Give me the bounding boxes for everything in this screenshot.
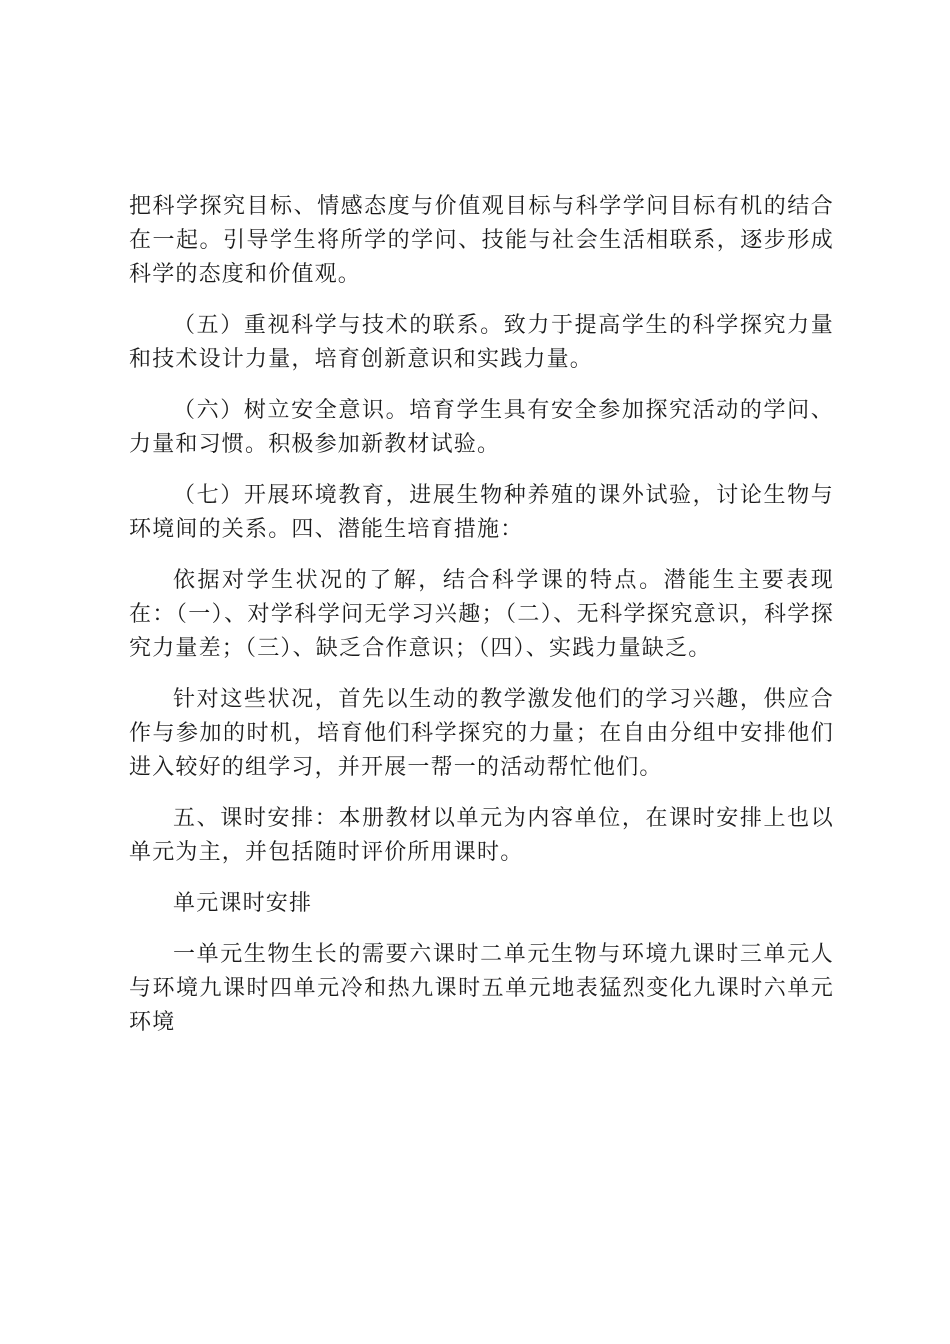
paragraph-schedule: 五、课时安排：本册教材以单元为内容单位，在课时安排上也以单元为主，并包括随时评价所用课时。 [129, 806, 834, 865]
paragraph-item-seven: （七）开展环境教育，进展生物种养殖的课外试验，讨论生物与环境间的关系。四、潜能生培育措施： [129, 483, 834, 542]
paragraph-struggling-students: 依据对学生状况的了解，结合科学课的特点。潜能生主要表现在：（一）、对学科学问无学习兴趣；（二）、无科学探究意识，科学探究力量差；（三）、缺乏合作意识；（四）、实践力量缺乏。 [129, 568, 834, 661]
paragraph-unit-schedule-list: 一单元生物生长的需要六课时二单元生物与环境九课时三单元人与环境九课时四单元冷和热九课时五单元地表猛烈变化九课时六单元环境 [129, 942, 834, 1035]
paragraph-objectives-continued: 把科学探究目标、情感态度与价值观目标与科学学问目标有机的结合在一起。引导学生将所学的学问、技能与社会生活相联系，逐步形成科学的态度和价值观。 [129, 194, 834, 287]
document-body [129, 190, 834, 1057]
paragraph-measures: 针对这些状况，首先以生动的教学激发他们的学习兴趣，供应合作与参加的时机，培育他们科学探究的力量；在自由分组中安排他们进入较好的组学习，并开展一帮一的活动帮忙他们。 [129, 687, 834, 780]
paragraph-item-five: （五）重视科学与技术的联系。致力于提高学生的科学探究力量和技术设计力量，培育创新意识和实践力量。 [129, 313, 834, 372]
paragraph-unit-schedule-heading: 单元课时安排 [173, 891, 313, 916]
paragraph-item-six: （六）树立安全意识。培育学生具有安全参加探究活动的学问、力量和习惯。积极参加新教材试验。 [129, 398, 834, 457]
